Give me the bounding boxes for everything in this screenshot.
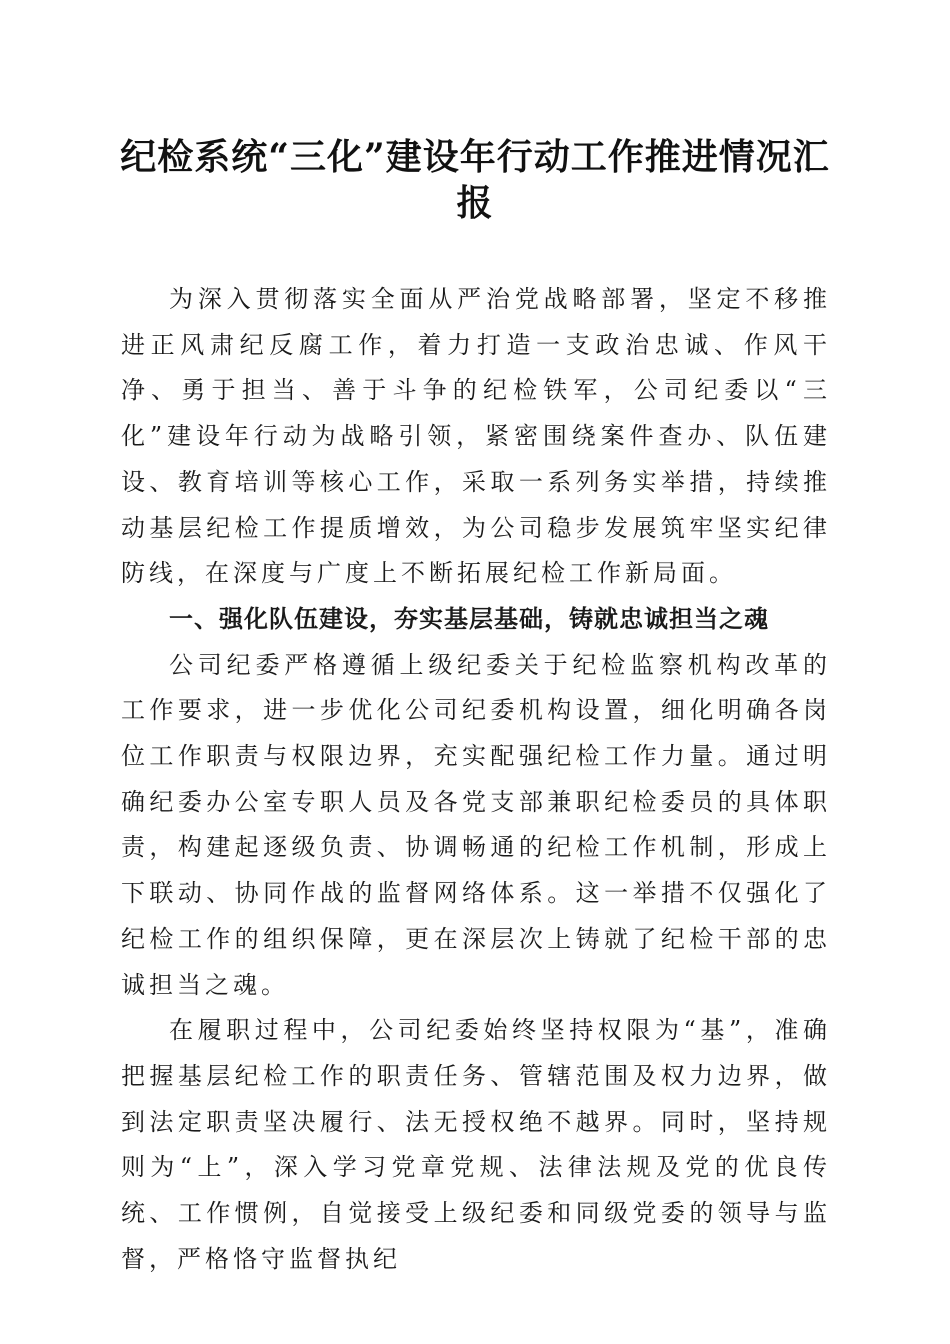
section-1-paragraph-1: 公司纪委严格遵循上级纪委关于纪检监察机构改革的工作要求，进一步优化公司纪委机构设置，细化明确各岗位工作职责与权限边界，充实配强纪检工作力量。通过明确纪委办公室专职人员及各党支部兼职纪检委员的具体职责，构建起逐级负责、协调畅通的纪检工作机制，形成上下联动、协同作战的监督网络体系。这一举措不仅强化了纪检工作的组织保障，更在深层次上铸就了纪检干部的忠诚担当之魂。 <box>121 650 831 999</box>
section-heading-1: 一、强化队伍建设，夯实基层基础，铸就忠诚担当之魂 <box>169 604 769 633</box>
document-title: 纪检系统“三化”建设年行动工作推进情况汇报 <box>120 136 830 224</box>
document-body <box>121 277 831 1282</box>
section-1-paragraph-2: 在履职过程中，公司纪委始终坚持权限为“基”，准确把握基层纪检工作的职责任务、管辖范围及权力边界，做到法定职责坚决履行、法无授权绝不越界。同时，坚持规则为“上”，深入学习党章党规、法律法规及党的优良传统、工作惯例，自觉接受上级纪委和同级党委的领导与监督，严格恪守监督执纪 <box>121 1016 831 1273</box>
intro-paragraph: 为深入贯彻落实全面从严治党战略部署，坚定不移推进正风肃纪反腐工作，着力打造一支政治忠诚、作风干净、勇于担当、善于斗争的纪检铁军，公司纪委以“三化”建设年行动为战略引领，紧密围绕案件查办、队伍建设、教育培训等核心工作，采取一系列务实举措，持续推动基层纪检工作提质增效，为公司稳步发展筑牢坚实纪律防线，在深度与广度上不断拓展纪检工作新局面。 <box>121 285 831 588</box>
